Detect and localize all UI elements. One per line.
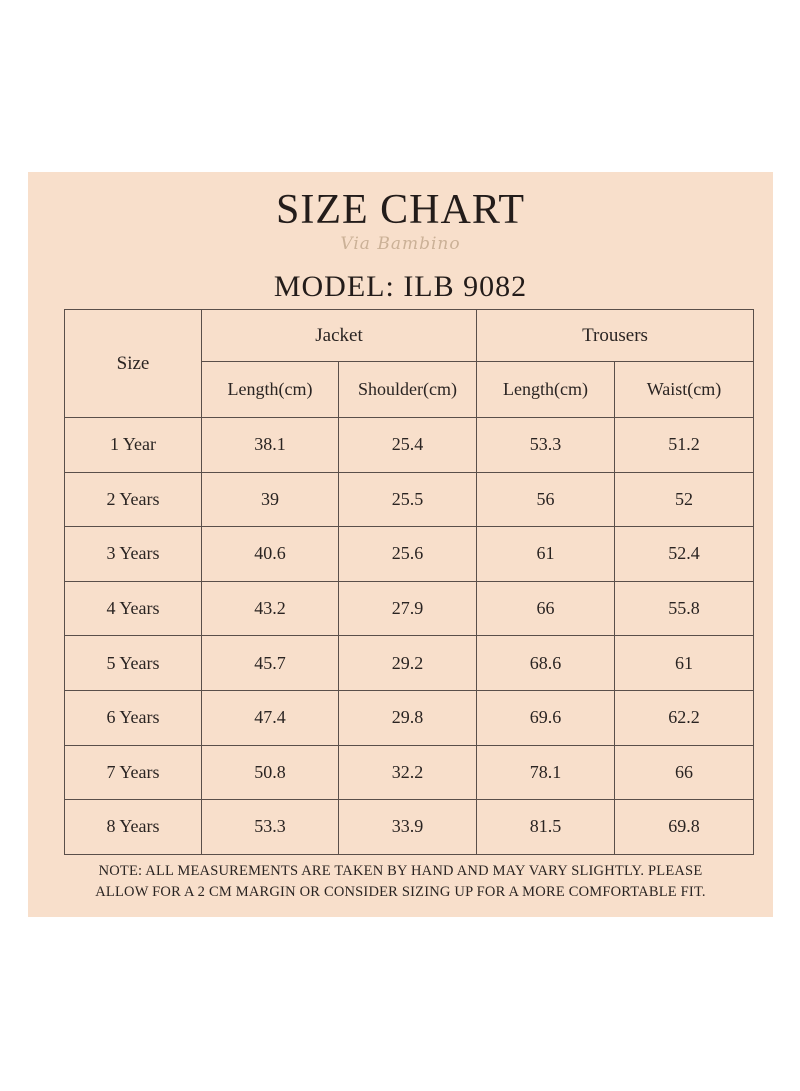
table-row — [65, 472, 754, 527]
model-number: MODEL: ILB 9082 — [273, 270, 528, 303]
jacket-length-cell: 53.3 — [202, 800, 339, 855]
trousers-length-cell: 69.6 — [477, 690, 615, 745]
table-row — [65, 636, 754, 691]
trousers-group-header: Trousers — [477, 310, 754, 362]
trousers-waist-cell: 51.2 — [615, 418, 754, 473]
jacket-group-header: Jacket — [202, 310, 477, 362]
trousers-length-header: Length(cm) — [477, 362, 615, 418]
jacket-length-cell: 45.7 — [202, 636, 339, 691]
trousers-length-cell: 68.6 — [477, 636, 615, 691]
size-cell: 4 Years — [65, 581, 202, 636]
trousers-length-cell: 56 — [477, 472, 615, 527]
size-cell: 5 Years — [65, 636, 202, 691]
size-cell: 1 Year — [65, 418, 202, 473]
table-row — [65, 581, 754, 636]
jacket-length-cell: 40.6 — [202, 527, 339, 582]
trousers-waist-cell: 52 — [615, 472, 754, 527]
size-cell: 7 Years — [65, 745, 202, 800]
trousers-length-cell: 78.1 — [477, 745, 615, 800]
brand-logo: Via Bambino — [340, 234, 461, 254]
table-row — [65, 527, 754, 582]
jacket-shoulder-cell: 25.6 — [339, 527, 477, 582]
jacket-shoulder-header: Shoulder(cm) — [339, 362, 477, 418]
trousers-waist-cell: 62.2 — [615, 690, 754, 745]
jacket-shoulder-cell: 29.2 — [339, 636, 477, 691]
jacket-shoulder-cell: 29.8 — [339, 690, 477, 745]
trousers-length-cell: 81.5 — [477, 800, 615, 855]
size-table — [64, 309, 754, 855]
jacket-shoulder-cell: 25.5 — [339, 472, 477, 527]
jacket-shoulder-cell: 25.4 — [339, 418, 477, 473]
page-title: SIZE CHART — [276, 187, 525, 233]
jacket-length-cell: 50.8 — [202, 745, 339, 800]
jacket-length-cell: 43.2 — [202, 581, 339, 636]
size-cell: 6 Years — [65, 690, 202, 745]
jacket-length-cell: 39 — [202, 472, 339, 527]
size-cell: 8 Years — [65, 800, 202, 855]
trousers-waist-cell: 66 — [615, 745, 754, 800]
jacket-shoulder-cell: 33.9 — [339, 800, 477, 855]
trousers-length-cell: 53.3 — [477, 418, 615, 473]
table-row — [65, 745, 754, 800]
table-group-header-row — [65, 310, 754, 362]
trousers-waist-cell: 61 — [615, 636, 754, 691]
measurement-note — [28, 861, 773, 903]
size-cell: 2 Years — [65, 472, 202, 527]
trousers-waist-cell: 52.4 — [615, 527, 754, 582]
jacket-shoulder-cell: 27.9 — [339, 581, 477, 636]
table-row — [65, 800, 754, 855]
table-row — [65, 690, 754, 745]
size-cell: 3 Years — [65, 527, 202, 582]
table-row — [65, 418, 754, 473]
trousers-waist-cell: 69.8 — [615, 800, 754, 855]
trousers-length-cell: 61 — [477, 527, 615, 582]
size-column-header: Size — [65, 310, 202, 418]
trousers-waist-cell: 55.8 — [615, 581, 754, 636]
note-line-2: ALLOW FOR A 2 CM MARGIN OR CONSIDER SIZING UP FOR A MORE COMFORTABLE FIT. — [95, 884, 706, 900]
jacket-length-cell: 47.4 — [202, 690, 339, 745]
note-line-1: NOTE: ALL MEASUREMENTS ARE TAKEN BY HAND AND MAY VARY SLIGHTLY. PLEASE — [98, 863, 703, 879]
trousers-length-cell: 66 — [477, 581, 615, 636]
jacket-shoulder-cell: 32.2 — [339, 745, 477, 800]
jacket-length-cell: 38.1 — [202, 418, 339, 473]
jacket-length-header: Length(cm) — [202, 362, 339, 418]
size-chart-card — [28, 172, 773, 917]
trousers-waist-header: Waist(cm) — [615, 362, 754, 418]
